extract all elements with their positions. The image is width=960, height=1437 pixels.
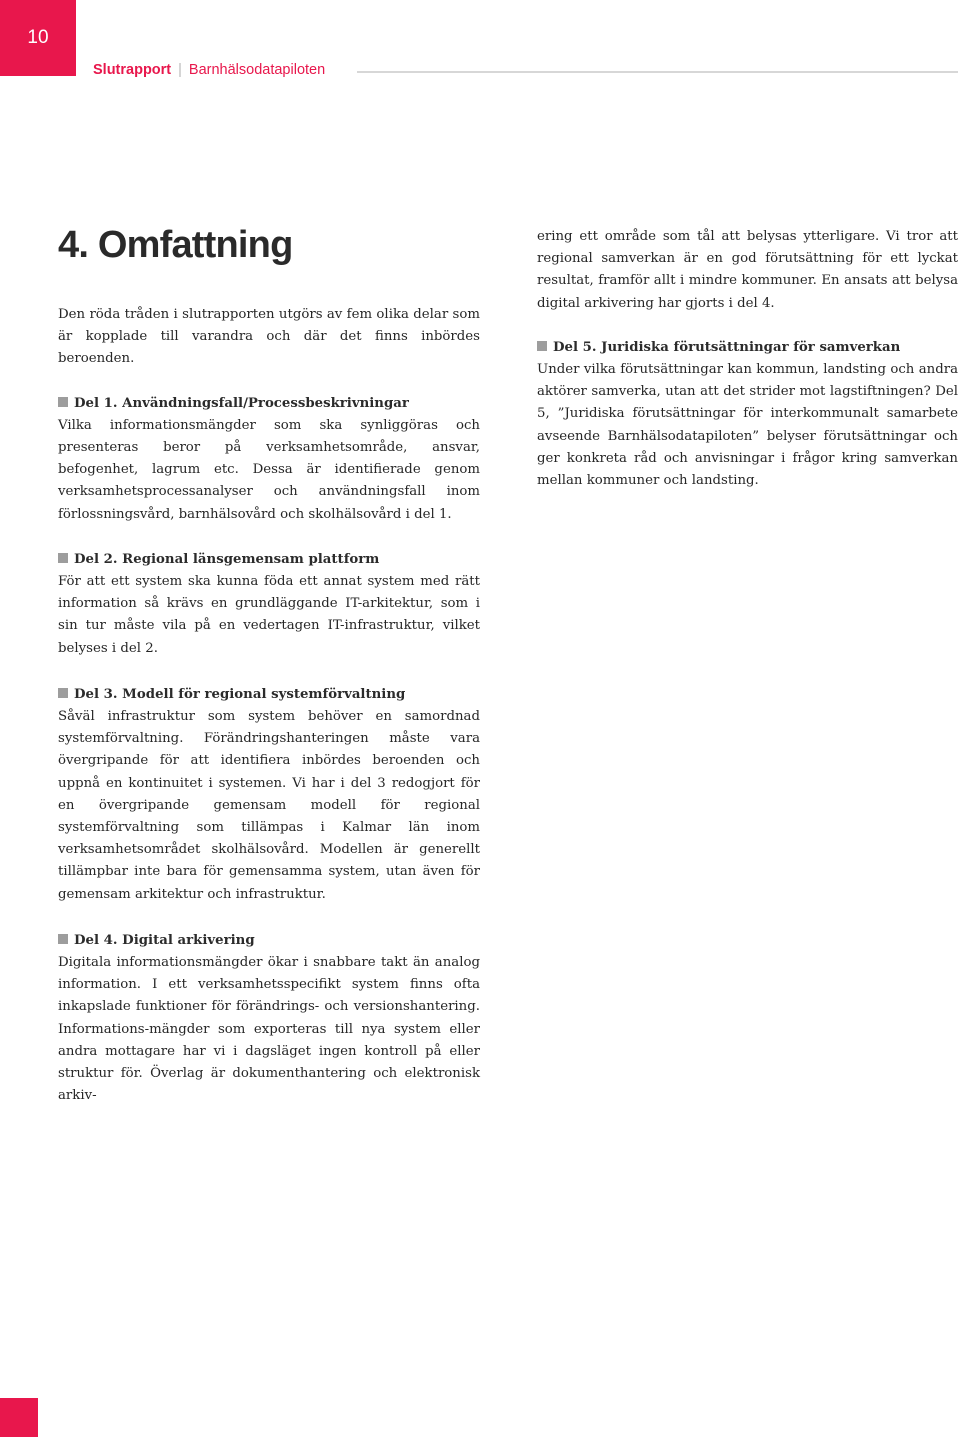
section-body: Under vilka förutsättningar kan kommun, landsting och andra aktörer samverka, utan att det strider mot lagstiftningen? Del 5, ”Juridiska förutsättningar för interkommunalt samarbete avseende Barnhälsodatapiloten” belyser förutsättningar och ger konkreta råd och anvisningar i frågor kring samverkan mellan kommuner och landsting. <box>537 362 958 489</box>
square-bullet-icon <box>58 688 68 698</box>
page-number-badge <box>0 0 76 76</box>
section-heading: Del 4. Digital arkivering <box>58 930 480 952</box>
section-del-2 <box>58 549 480 660</box>
square-bullet-icon <box>58 934 68 944</box>
header-separator: | <box>178 62 182 78</box>
left-column <box>58 304 480 1131</box>
section-body: För att ett system ska kunna föda ett annat system med rätt information så krävs en grundläggande IT-arkitektur, som i sin tur måste vila på en vedertagen IT-infrastruktur, vilket belyses i del 2. <box>58 574 480 656</box>
section-del-4 <box>58 930 480 1108</box>
square-bullet-icon <box>58 553 68 563</box>
header-project-title: Barnhälsodatapiloten <box>188 62 326 78</box>
section-body: Digitala informationsmängder ökar i snabbare takt än analog information. I ett verksamhetsspecifikt system finns ofta inkapslade funktioner för förändrings- och versionshantering. Informations-mängder som exporteras till nya system eller andra mottagare har vi i dagsläget ingen kontroll på eller struktur för. Överlag är dokumenthantering och elektronisk arkiv- <box>58 955 480 1104</box>
intro-paragraph: Den röda tråden i slutrapporten utgörs av fem olika delar som är kopplade till varandra och där det finns inbördes beroenden. <box>58 307 480 367</box>
square-bullet-icon <box>537 341 547 351</box>
header-report-title: Slutrapport <box>93 62 172 78</box>
right-column <box>537 226 958 515</box>
square-bullet-icon <box>58 397 68 407</box>
section-body: Vilka informationsmängder som ska synliggöras och presenteras beror på verksamhetsområde, ansvar, befogenhet, lagrum etc. Dessa är identifierade genom verksamhetsprocessanalyser och användningsfall inom förlossningsvård, barnhälsovård och skolhälsovård i del 1. <box>58 417 480 522</box>
running-header <box>93 62 325 78</box>
page-number: 10 <box>27 27 49 48</box>
page-title: 4. Omfattning <box>58 224 293 266</box>
section-del-3 <box>58 684 480 906</box>
corner-accent-block <box>0 1398 38 1437</box>
section-heading: Del 1. Användningsfall/Processbeskrivningar <box>58 393 480 415</box>
section-del-1 <box>58 393 480 526</box>
continuation-paragraph: ering ett område som tål att belysas ytterligare. Vi tror att regional samverkan är en god förutsättning för ett lyckat resultat, framför allt i mindre kommuner. En ansats att belysa digital arkivering har gjorts i del 4. <box>537 229 958 311</box>
section-heading: Del 5. Juridiska förutsättningar för samverkan <box>537 337 958 359</box>
header-rule <box>357 71 958 73</box>
section-body: Såväl infrastruktur som system behöver en samordnad systemförvaltning. Förändringshanteringen måste vara övergripande för att identifiera inbördes beroenden och uppnå en kontinuitet i systemen. Vi har i del 3 redogjort för en övergripande gemensam modell för regional systemförvaltning som tillämpas i Kalmar län inom verksamhetsområdet skolhälsovård. Modellen är generellt tillämpbar inte bara för gemensamma system, utan även för gemensam arkitektur och infrastruktur. <box>58 709 480 902</box>
section-heading: Del 2. Regional länsgemensam plattform <box>58 549 480 571</box>
section-del-5 <box>537 337 958 492</box>
section-heading: Del 3. Modell för regional systemförvaltning <box>58 684 480 706</box>
